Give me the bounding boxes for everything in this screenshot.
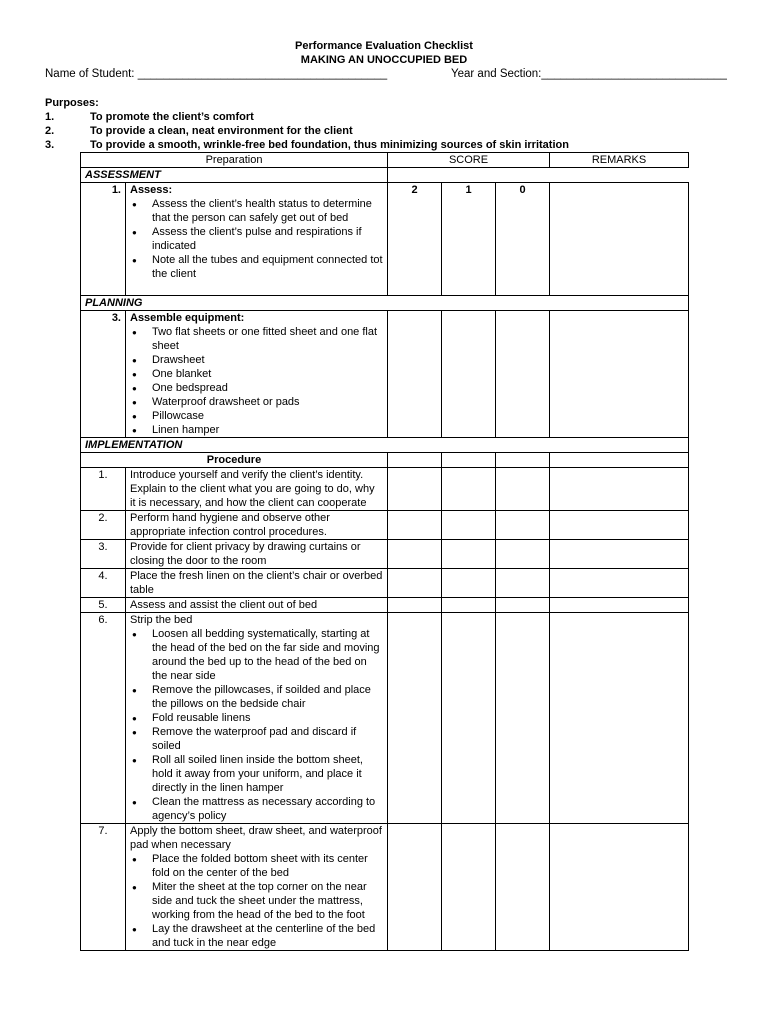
score-0-cell[interactable] (496, 598, 550, 613)
purposes-block (45, 96, 725, 152)
col-preparation-header: Preparation (81, 153, 388, 168)
section-label: PLANNING (81, 296, 689, 311)
row-content (126, 183, 388, 296)
remarks-cell[interactable] (550, 511, 689, 540)
score-1-cell[interactable] (442, 511, 496, 540)
row-number: 5. (81, 598, 126, 613)
score-2-cell[interactable] (388, 468, 442, 511)
table-row (81, 569, 689, 598)
section-label: ASSESSMENT (81, 168, 388, 183)
row-number: 1. (81, 468, 126, 511)
list-item: ● Loosen all bedding systematically, starting at the head of the bed on the far side and moving around the bed up to the head of the bed on the near side (152, 627, 383, 683)
procedure-label: Procedure (81, 453, 388, 468)
list-item: ● Roll all soiled linen inside the bottom sheet, hold it away from your uniform, and place it directly in the linen hamper (152, 753, 383, 795)
score-0-cell[interactable] (496, 824, 550, 951)
row-content (126, 311, 388, 438)
col-score-header: SCORE (388, 153, 550, 168)
row-number: 2. (81, 511, 126, 540)
score-0-cell[interactable] (496, 511, 550, 540)
list-item: ● Waterproof drawsheet or pads (152, 395, 383, 409)
row-title: Assess: (130, 184, 173, 196)
table-row (81, 468, 689, 511)
section-implementation (81, 438, 689, 453)
score-2-cell[interactable] (388, 311, 442, 438)
table-row (81, 540, 689, 569)
row-content: Perform hand hygiene and observe other appropriate infection control procedures. (126, 511, 388, 540)
document-title: Performance Evaluation Checklist (295, 40, 473, 52)
list-item: ● Assess the client’s health status to determine that the person can safely get out of bed (152, 197, 383, 225)
row-content (126, 824, 388, 951)
section-assessment (81, 168, 689, 183)
list-item: ● One bedspread (152, 381, 383, 395)
remarks-cell[interactable] (550, 569, 689, 598)
row-number: 4. (81, 569, 126, 598)
col-remarks-header: REMARKS (550, 153, 689, 168)
row-number: 7. (81, 824, 126, 951)
row-number: 1. (81, 183, 126, 296)
section-planning (81, 296, 689, 311)
checklist-table (80, 152, 689, 951)
table-row (81, 311, 689, 438)
list-item: ● Note all the tubes and equipment connected tot the client (152, 253, 383, 281)
list-item: ● Drawsheet (152, 353, 383, 367)
row-content: Assess and assist the client out of bed (126, 598, 388, 613)
purpose-text: To provide a smooth, wrinkle-free bed foundation, thus minimizing sources of skin irritation (90, 139, 569, 151)
document-subtitle: MAKING AN UNOCCUPIED BED (300, 54, 468, 66)
remarks-cell[interactable] (550, 540, 689, 569)
list-item: ● Remove the waterproof pad and discard if soiled (152, 725, 383, 753)
purposes-label: Purposes: (45, 97, 99, 109)
bullet-list (130, 627, 383, 823)
row-title: Strip the bed (130, 614, 193, 626)
score-1-cell[interactable]: 1 (442, 183, 496, 296)
purpose-text: To provide a clean, neat environment for the client (90, 125, 353, 137)
row-title: Apply the bottom sheet, draw sheet, and waterproof pad when necessary (130, 825, 382, 851)
list-item: ● Fold reusable linens (152, 711, 383, 725)
score-2-cell[interactable] (388, 511, 442, 540)
table-row (81, 183, 689, 296)
list-item: ● One blanket (152, 367, 383, 381)
row-number: 6. (81, 613, 126, 824)
remarks-cell[interactable] (550, 824, 689, 951)
row-number: 3. (81, 311, 126, 438)
list-item: ● Assess the client’s pulse and respirations if indicated (152, 225, 383, 253)
purpose-number: 2. (45, 125, 55, 137)
score-2-cell[interactable] (388, 824, 442, 951)
score-2-cell[interactable] (388, 569, 442, 598)
bullet-list (130, 197, 383, 281)
table-row (81, 598, 689, 613)
score-0-cell[interactable] (496, 613, 550, 824)
table-row (81, 511, 689, 540)
remarks-cell[interactable] (550, 311, 689, 438)
purpose-item (45, 138, 725, 152)
table-row (81, 613, 689, 824)
remarks-cell[interactable] (550, 453, 689, 468)
score-2-cell[interactable] (388, 453, 442, 468)
purpose-item (45, 124, 725, 138)
score-1-cell[interactable] (442, 569, 496, 598)
score-1-cell[interactable] (442, 824, 496, 951)
bullet-list (130, 852, 383, 950)
score-0-cell[interactable] (496, 540, 550, 569)
bullet-list (130, 325, 383, 437)
row-content: Introduce yourself and verify the client’s identity. Explain to the client what you are going to do, why it is necessary, and how the client can cooperate (126, 468, 388, 511)
row-content: Place the fresh linen on the client’s chair or overbed table (126, 569, 388, 598)
score-2-cell[interactable] (388, 598, 442, 613)
list-item: ● Linen hamper (152, 423, 383, 437)
row-title: Assemble equipment: (130, 312, 245, 324)
row-content (126, 613, 388, 824)
score-0-cell[interactable] (496, 569, 550, 598)
score-1-cell[interactable] (442, 468, 496, 511)
score-1-cell[interactable] (442, 613, 496, 824)
purpose-number: 3. (45, 139, 55, 151)
score-2-cell[interactable]: 2 (388, 183, 442, 296)
score-1-cell[interactable] (442, 311, 496, 438)
list-item: ● Miter the sheet at the top corner on the near side and tuck the sheet under the mattress, working from the head of the bed to the foot (152, 880, 383, 922)
remarks-cell[interactable] (550, 183, 689, 296)
procedure-header-row (81, 453, 689, 468)
score-1-cell[interactable] (442, 540, 496, 569)
remarks-cell[interactable] (550, 613, 689, 824)
score-0-cell[interactable] (496, 453, 550, 468)
table-header-row (81, 153, 689, 168)
purpose-text: To promote the client’s comfort (90, 111, 254, 123)
student-name-field[interactable]: Name of Student: _______________________________________ (45, 68, 388, 80)
score-1-cell[interactable] (442, 453, 496, 468)
year-section-field[interactable]: Year and Section:_____________________________ (451, 68, 727, 80)
score-0-cell[interactable]: 0 (496, 183, 550, 296)
list-item: ● Clean the mattress as necessary according to agency’s policy (152, 795, 383, 823)
score-2-cell[interactable] (388, 540, 442, 569)
score-1-cell[interactable] (442, 598, 496, 613)
score-0-cell[interactable] (496, 311, 550, 438)
list-item: ● Pillowcase (152, 409, 383, 423)
score-2-cell[interactable] (388, 613, 442, 824)
list-item: ● Two flat sheets or one fitted sheet and one flat sheet (152, 325, 383, 353)
purpose-item (45, 110, 725, 124)
remarks-cell[interactable] (550, 468, 689, 511)
section-spacer (388, 168, 689, 183)
row-content: Provide for client privacy by drawing curtains or closing the door to the room (126, 540, 388, 569)
score-0-cell[interactable] (496, 468, 550, 511)
list-item: ● Remove the pillowcases, if soilded and place the pillows on the bedside chair (152, 683, 383, 711)
section-label: IMPLEMENTATION (81, 438, 689, 453)
table-row (81, 824, 689, 951)
purpose-number: 1. (45, 111, 55, 123)
list-item: ● Place the folded bottom sheet with its center fold on the center of the bed (152, 852, 383, 880)
remarks-cell[interactable] (550, 598, 689, 613)
list-item: ● Lay the drawsheet at the centerline of the bed and tuck in the near edge (152, 922, 383, 950)
row-number: 3. (81, 540, 126, 569)
